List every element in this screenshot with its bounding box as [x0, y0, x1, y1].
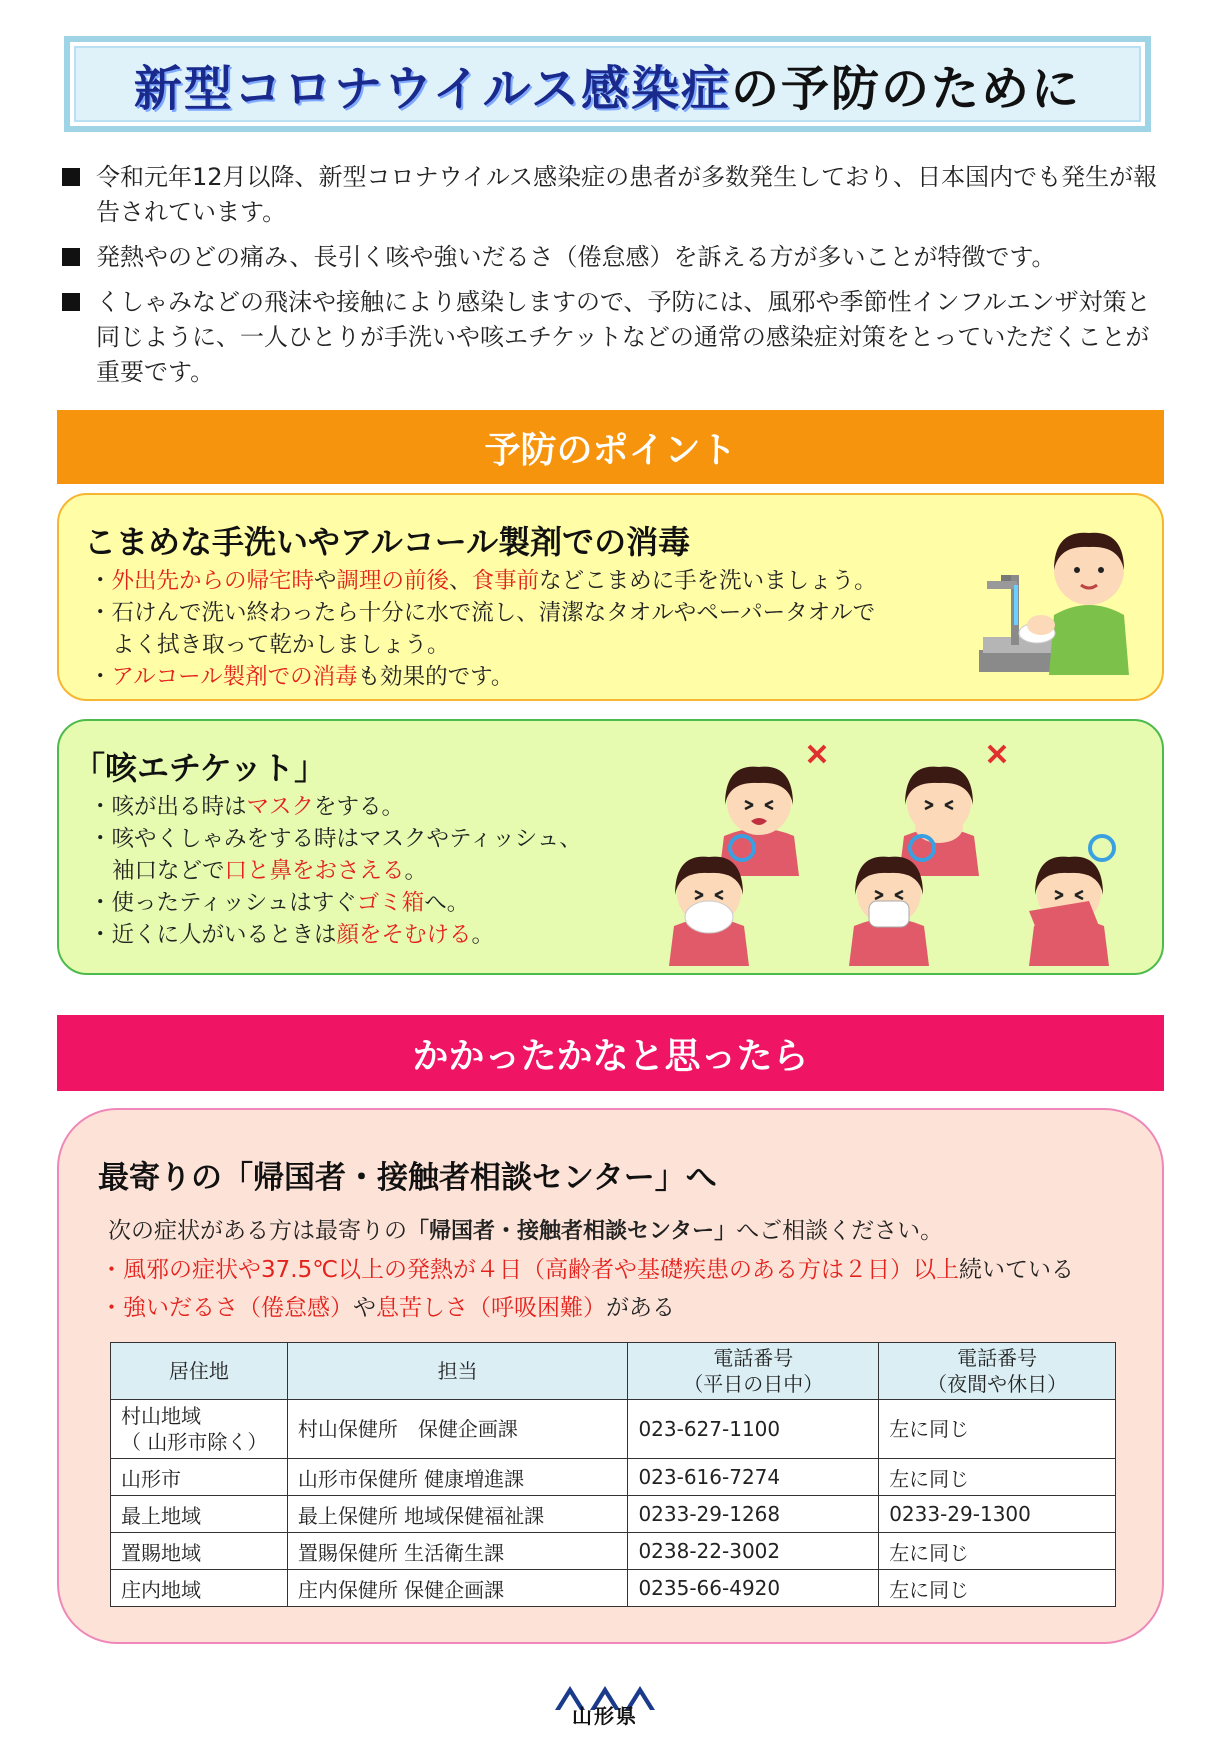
symptom-item: ・風邪の症状や37.5℃以上の発熱が４日（高齢者や基礎疾患のある方は２日）以上続いている	[100, 1257, 1075, 1283]
etiquette-point: ・咳やくしゃみをする時はマスクやティッシュ、	[89, 826, 582, 852]
title-banner	[64, 36, 1151, 132]
handwash-point-cont: よく拭き取って乾かしましょう。	[112, 632, 450, 658]
symptom-item: ・強いだるさ（倦怠感）や息苦しさ（呼吸困難）がある	[100, 1295, 675, 1321]
table-row	[111, 1570, 1116, 1607]
night-phone-cell: 左に同じ	[879, 1459, 1116, 1496]
table-header-row	[111, 1343, 1116, 1400]
area-cell: 山形市	[111, 1459, 288, 1496]
office-cell: 村山保健所 保健企画課	[287, 1400, 628, 1459]
handwash-points	[89, 565, 889, 693]
table-header: 電話番号 （夜間や休日）	[879, 1343, 1116, 1400]
intro-list	[60, 160, 1170, 400]
day-phone-cell: 023-616-7274	[628, 1459, 879, 1496]
handwash-point: ・石けんで洗い終わったら十分に水で流し、清潔なタオルやペーパータオルで	[89, 600, 876, 626]
etiquette-point: ・使ったティッシュはすぐゴミ箱へ。	[89, 890, 470, 916]
cough-etiquette-points	[89, 791, 649, 951]
table-row	[111, 1459, 1116, 1496]
etiquette-point-cont: 袖口などで口と鼻をおさえる。	[112, 858, 428, 884]
intro-item: 令和元年12月以降、新型コロナウイルス感染症の患者が多数発生しており、日本国内でも発生が報告されています。	[60, 160, 1170, 230]
office-cell: 山形市保健所 健康増進課	[287, 1459, 628, 1496]
office-cell: 置賜保健所 生活衛生課	[287, 1533, 628, 1570]
intro-item: くしゃみなどの飛沫や接触により感染しますので、予防には、風邪や季節性インフルエンザ対策と同じように、一人ひとりが手洗いや咳エチケットなどの通常の感染症対策をとっていただくことが重要です。	[60, 285, 1170, 390]
office-cell: 庄内保健所 保健企画課	[287, 1570, 628, 1607]
page-title	[74, 46, 1141, 122]
table-row	[111, 1533, 1116, 1570]
etiquette-point: ・咳が出る時はマスクをする。	[89, 794, 405, 820]
consult-intro: 次の症状がある方は最寄りの「帰国者・接触者相談センター」へご相談ください。	[108, 1218, 944, 1244]
night-phone-cell: 左に同じ	[879, 1533, 1116, 1570]
page-title-rest: の予防のために	[731, 60, 1082, 117]
table-header: 担当	[287, 1343, 628, 1400]
handwash-point: ・アルコール製剤での消毒も効果的です。	[89, 664, 514, 690]
footer-org-name: 山形県	[572, 1704, 638, 1728]
consult-title: 最寄りの「帰国者・接触者相談センター」へ	[98, 1160, 717, 1196]
square-bullet-icon	[62, 248, 80, 266]
square-bullet-icon	[62, 168, 80, 186]
area-cell: 置賜地域	[111, 1533, 288, 1570]
page-title-highlight: 新型コロナウイルス感染症	[133, 60, 732, 117]
cough-etiquette-section	[57, 719, 1164, 975]
day-phone-cell: 023-627-1100	[628, 1400, 879, 1459]
office-cell: 最上保健所 地域保健福祉課	[287, 1496, 628, 1533]
square-bullet-icon	[62, 293, 80, 311]
handwash-title: こまめな手洗いやアルコール製剤での消毒	[84, 523, 691, 561]
day-phone-cell: 0235-66-4920	[628, 1570, 879, 1607]
table-row	[111, 1496, 1116, 1533]
area-cell: 庄内地域	[111, 1570, 288, 1607]
consult-heading: かかったかなと思ったら	[57, 1015, 1164, 1091]
prevention-heading: 予防のポイント	[57, 410, 1164, 484]
area-cell: 最上地域	[111, 1496, 288, 1533]
night-phone-cell: 左に同じ	[879, 1570, 1116, 1607]
table-row	[111, 1400, 1116, 1459]
consult-instructions	[100, 1212, 1150, 1327]
etiquette-point: ・近くに人がいるときは顔をそむける。	[89, 922, 495, 948]
cough-etiquette-illustration	[659, 731, 1159, 971]
night-phone-cell: 左に同じ	[879, 1400, 1116, 1459]
night-phone-cell: 0233-29-1300	[879, 1496, 1116, 1533]
day-phone-cell: 0233-29-1268	[628, 1496, 879, 1533]
table-header: 居住地	[111, 1343, 288, 1400]
consult-center-table	[110, 1342, 1116, 1607]
intro-item: 発熱やのどの痛み、長引く咳や強いだるさ（倦怠感）を訴える方が多いことが特徴です。	[60, 240, 1170, 275]
day-phone-cell: 0238-22-3002	[628, 1533, 879, 1570]
handwash-section	[57, 493, 1164, 701]
cough-etiquette-title: 「咳エチケット」	[73, 749, 327, 787]
handwashing-illustration	[979, 525, 1139, 685]
table-header: 電話番号 （平日の日中）	[628, 1343, 879, 1400]
area-cell: 村山地域 （ 山形市除く）	[111, 1400, 288, 1459]
handwash-point: ・外出先からの帰宅時や調理の前後、食事前などこまめに手を洗いましょう。	[89, 568, 877, 594]
